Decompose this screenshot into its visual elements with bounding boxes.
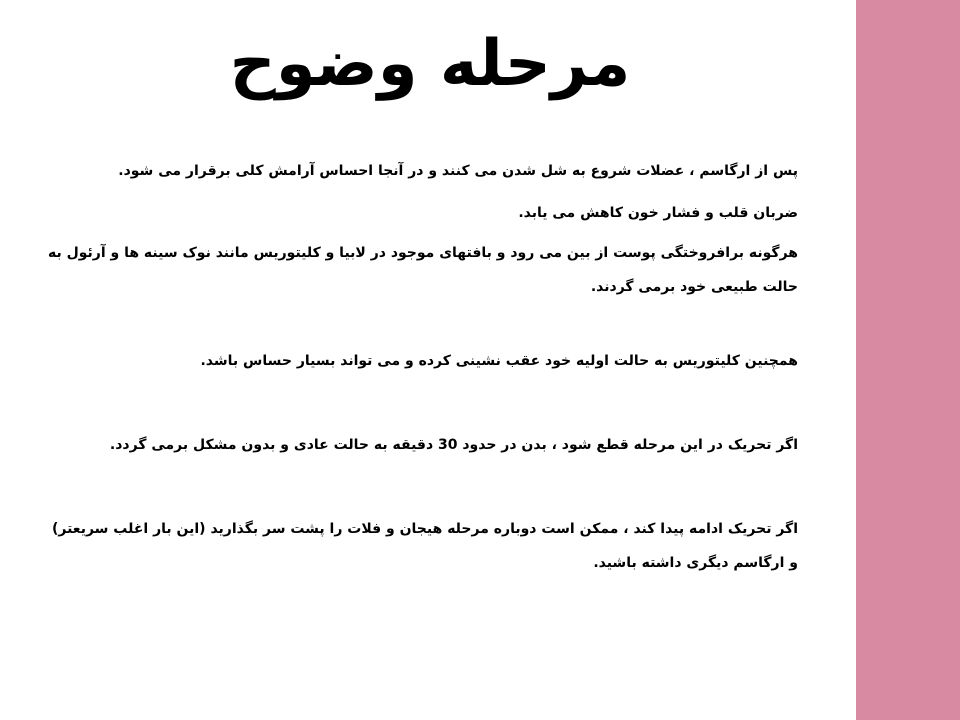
paragraph-6: اگر تحریک ادامه پیدا کند ، ممکن است دوباره مرحله هیجان و فلات را پشت سر بگذارید (این بار اغلب سریعتر) و ارگاسم دیگری داشته باشید. — [51, 521, 798, 571]
slide-title: مرحله وضوح — [229, 27, 631, 101]
paragraph-5: اگر تحریک در این مرحله قطع شود ، بدن در حدود 30 دقیقه به حالت عادی و بدون مشکل برمی گردد. — [109, 437, 798, 453]
side-accent-bar — [856, 0, 960, 720]
paragraph-4: همچنین کلیتوریس به حالت اولیه خود عقب نشینی کرده و می تواند بسیار حساس باشد. — [200, 353, 798, 369]
paragraph-1: پس از ارگاسم ، عضلات شروع به شل شدن می کنند و در آنجا احساس آرامش کلی برقرار می شود. — [118, 163, 798, 179]
paragraph-2: ضربان قلب و فشار خون کاهش می یابد. — [518, 205, 798, 221]
paragraph-3: هرگونه برافروختگی پوست از بین می رود و بافتهای موجود در لابیا و کلیتوریس مانند نوک سینه ها و آرئول به حالت طبیعی خود برمی گردند. — [47, 245, 798, 295]
slide-body — [40, 150, 798, 580]
